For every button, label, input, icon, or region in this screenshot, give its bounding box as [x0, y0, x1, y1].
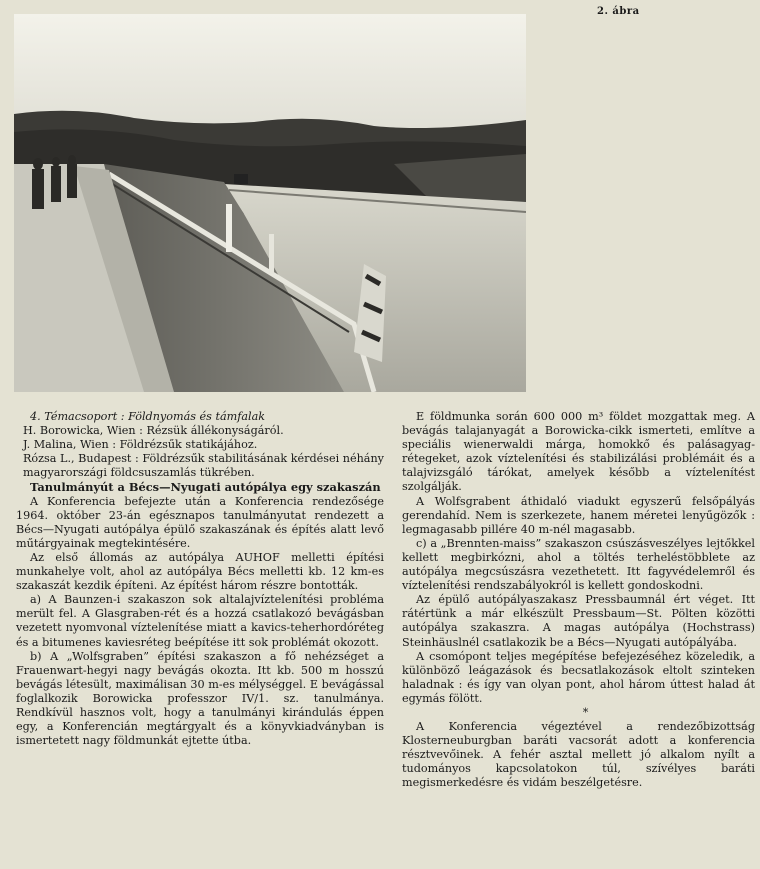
section-separator: *: [582, 705, 589, 719]
reference-item: Rózsa L., Budapest : Földrézsűk stabilitásának kérdései néhány magyarországi földcsuszamlás tükrében.: [23, 452, 384, 480]
figure-label: 2. ábra: [597, 6, 640, 17]
paragraph: E földmunka során 600 000 m³ földet mozgattak meg. A bevágás talajanyagát a Borowicka-cikk ismerteti, említve a speciális wienerwaldi márga, homokkő és palásagyag-rétegeket, azok víztelenítési és stabilizálási problémáit és a talajvizsgáló tárókat, amelyek később a víztelenítést szolgálják.: [402, 410, 755, 494]
closing-paragraph: A Konferencia végeztével a rendezőbizottság Klosterneuburgban baráti vacsorát adott a konferencia résztvevőinek. A fehér asztal mellett jó alkalom nyílt a tudományos kapcsolatokon túl, szívélyes baráti megismerkedésre és vidám beszélgetésre.: [402, 720, 755, 790]
left-column: [16, 410, 384, 748]
paragraph: a) A Baunzen-i szakaszon sok altalajvíztelenítési probléma merült fel. A Glasgraben-rét és a hozzá csatlakozó bevágásban vezetett nyomvonal víztelenítése miatt a kavics-teherhordóréteg és a bitumenes kaviesréteg beépítése itt sok problémát okozott.: [16, 593, 384, 649]
paragraph: A Wolfsgrabent áthidaló viadukt egyszerű felsőpályás gerendahíd. Nem is szerkezete, hanem méretei lenyűgözők : legmagasabb pillére 40 m-nél magasabb.: [402, 494, 755, 536]
paragraph: c) a „Brennten-maiss” szakaszon csúszásveszélyes lejtőkkel kellett megbirkózni, ahol a töltés terheléstöbblete az autópálya megcsúszásra vezethetett. Itt fagyvédelemről és víztelenítési rendszabályokról is kellett gondoskodni.: [402, 536, 755, 593]
paragraph: Az első állomás az autópálya AUHOF melletti építési munkahelye volt, ahol az autópálya Bécs melletti kb. 12 km-es szakaszát kezdik építeni. Az építést három részre bontották.: [16, 550, 384, 593]
reference-item: H. Borowicka, Wien : Rézsük állékonyságáról.: [23, 424, 284, 438]
article-heading: Tanulmányút a Bécs—Nyugati autópálya egy szakaszán: [30, 480, 381, 495]
paragraph: A csomópont teljes megépítése befejezéséhez közeledik, a különböző leágazások és becsatlakozások eltolt szinteken haladnak : és így van olyan pont, ahol három úttest halad át egymás fölött.: [402, 649, 755, 705]
right-column: [402, 410, 755, 791]
highway-photo: [14, 14, 526, 392]
paragraph: Az épülő autópályaszakasz Pressbaumnál ért véget. Itt rátértünk a már elkészült Pressbaum—St. Pölten közötti autópálya szakaszra. A magas autópálya (Hochstrass) Steinhäuslnél csatlakozik be a Bécs—Nyugati autópályába.: [402, 593, 755, 649]
paragraph: b) A „Wolfsgraben” építési szakaszon a fő nehézséget a Frauenwart-hegyi nagy bevágás okozta. Itt kb. 500 m hosszú bevágás létesült, maximálisan 30 m-es mélységgel. E bevágással foglalkozik Borowicka professzor IV/1. sz. tanulmánya. Rendkívül hasznos volt, hogy a tanulmányi kirándulás éppen egy, a Konferencián megtárgyalt és a könyvkiadványban is ismertetett nagy földmunkát ejtette útba.: [16, 649, 384, 748]
reference-item: J. Malina, Wien : Földrézsűk statikájához.: [23, 438, 258, 452]
paragraph: A Konferencia befejezte után a Konferencia rendezősége 1964. október 23-án egésznapos tanulmányutat rendezett a Bécs—Nyugati autópálya épülő szakaszának és építés alatt levő műtárgyainak megtekintésére.: [16, 494, 384, 550]
section-title: 4. Témacsoport : Földnyomás és támfalak: [30, 410, 266, 423]
